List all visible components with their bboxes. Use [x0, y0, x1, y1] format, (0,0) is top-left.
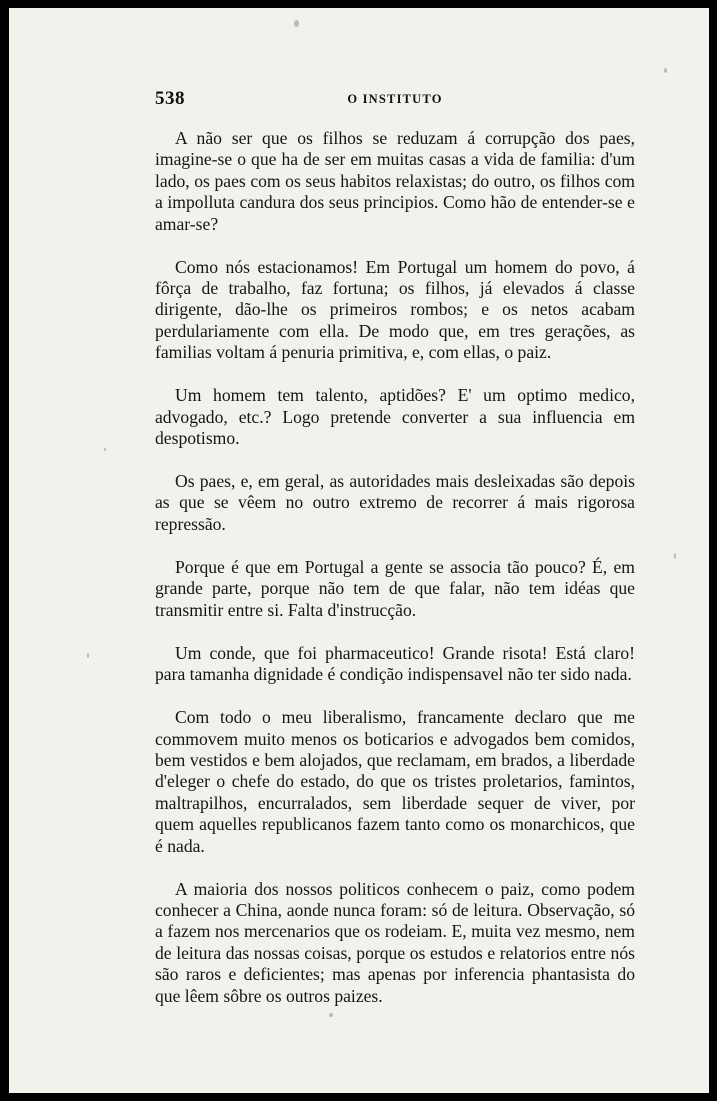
page-header — [155, 88, 635, 112]
paper-speck — [674, 553, 676, 559]
paper-speck — [294, 20, 299, 27]
paper-speck — [87, 653, 89, 658]
paragraph: A não ser que os filhos se reduzam á corrupção dos paes, imagine-se o que ha de ser em muitas casas a vida de familia: d'um lado, os paes com os seus habitos relaxistas; do outro, os filhos com a impolluta candura dos seus principios. Como hão de entender-se e amar-se? — [155, 128, 635, 234]
paper-speck — [104, 448, 106, 451]
running-title: O INSTITUTO — [347, 92, 443, 106]
paragraph: Porque é que em Portugal a gente se associa tão pouco? É, em grande parte, porque não tem de que falar, não tem idéas que transmitir entre si. Falta d'instrucção. — [155, 556, 635, 620]
paragraph: A maioria dos nossos politicos conhecem o paiz, como podem conhecer a China, aonde nunca foram: só de leitura. Observação, só a fazem nos mercenarios que os rodeiam. E, muita vez mesmo, nem de leitura das nossas coisas, porque os estudos e relatorios entre nós são raros e deficientes; mas apenas por inferencia phantasista do que lêem sôbre os outros paizes. — [155, 878, 635, 1006]
paragraph: Os paes, e, em geral, as autoridades mais desleixadas são depois as que se vêem no outro extremo de recorrer á mais rigorosa repressão. — [155, 471, 635, 534]
page-number: 538 — [155, 88, 185, 109]
paragraph: Um conde, que foi pharmaceutico! Grande risota! Está claro! para tamanha dignidade é condição indispensavel não ter sido nada. — [155, 642, 635, 685]
paragraph: Como nós estacionamos! Em Portugal um homem do povo, á fôrça de trabalho, faz fortuna; os filhos, já elevados á classe dirigente, dão-lhe os primeiros rombos; e os netos acabam perdulariamente com ella. De modo que, em tres gerações, as familias voltam á penuria primitiva, e, com ellas, o paiz. — [155, 256, 635, 363]
paragraph: Um homem tem talento, aptidões? E' um optimo medico, advogado, etc.? Logo pretende converter a sua influencia em despotismo. — [155, 385, 635, 449]
book-page — [9, 8, 709, 1093]
paragraph: Com todo o meu liberalismo, francamente declaro que me commovem muito menos os boticarios e advogados bem comidos, bem vestidos e bem alojados, que reclamam, em brados, a liberdade d'eleger o chefe do estado, do que os tristes proletarios, famintos, maltrapilhos, encurralados, sem liberdade sequer de viver, por quem aquelles republicanos fazem tanto como os monarchicos, que é nada. — [155, 707, 635, 856]
body-text — [155, 128, 635, 1029]
paper-speck — [664, 68, 667, 73]
paper-speck — [329, 1013, 333, 1017]
